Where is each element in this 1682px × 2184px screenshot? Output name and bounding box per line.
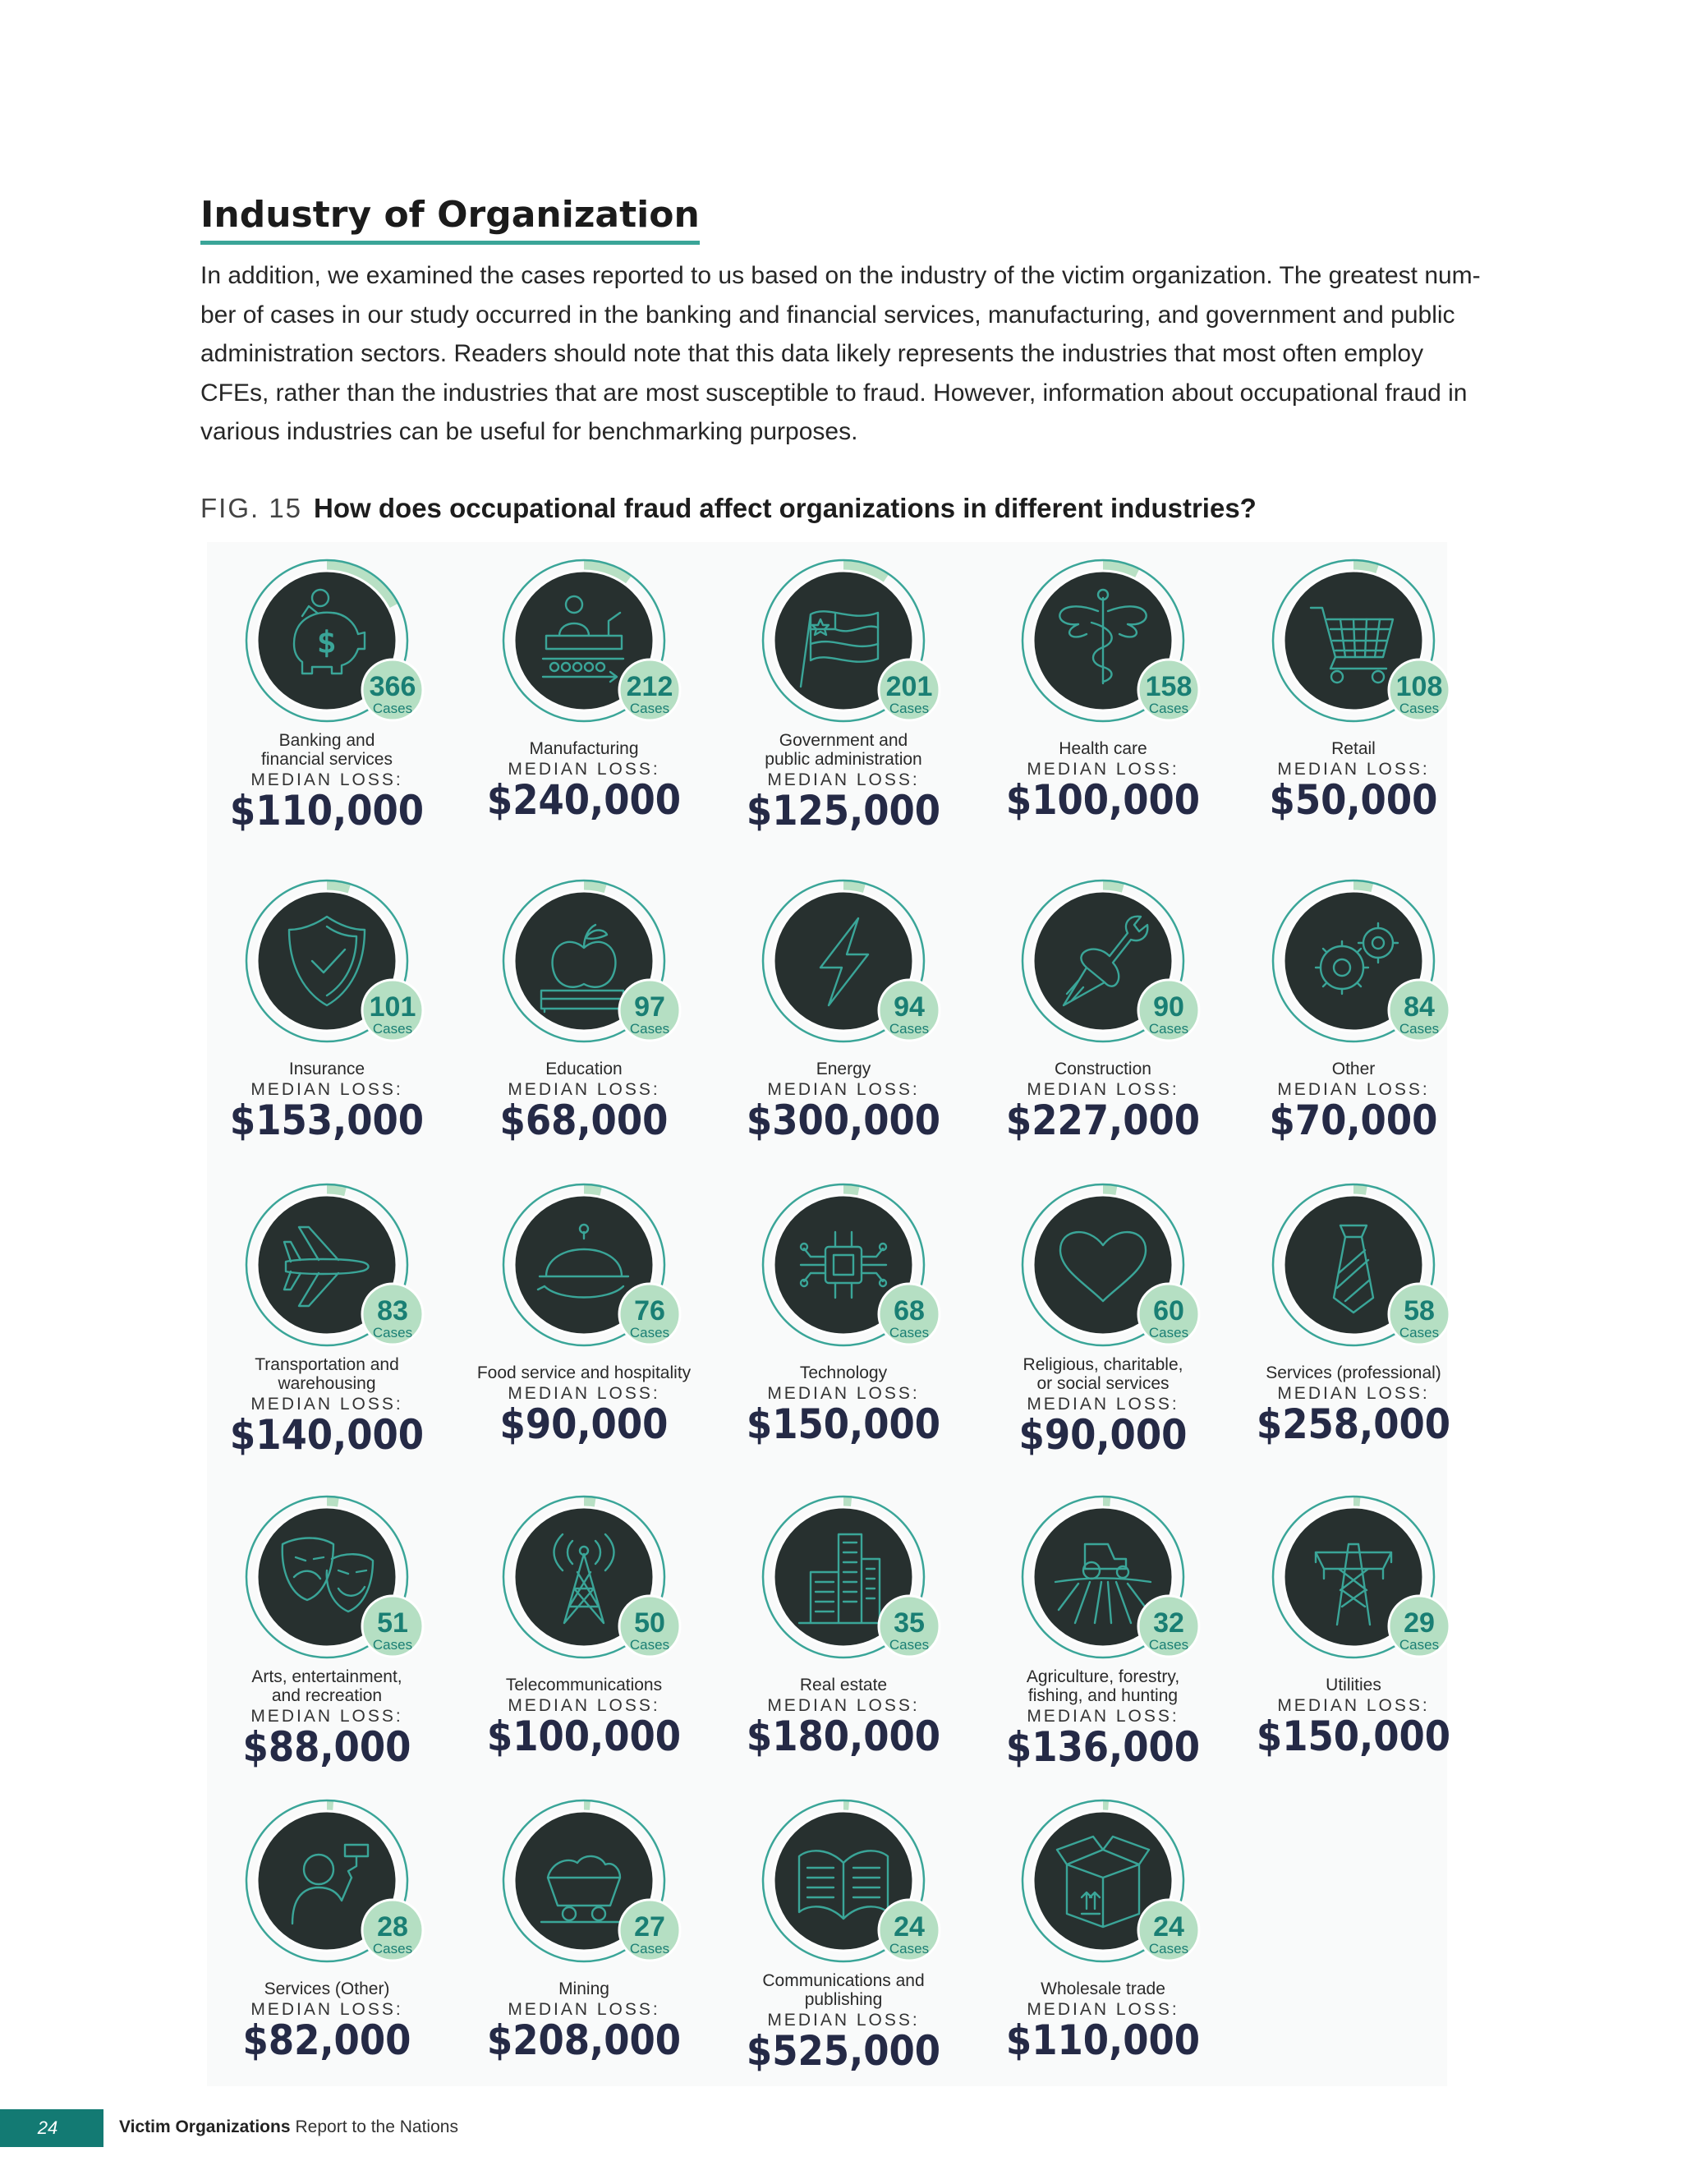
industry-tile — [1270, 880, 1450, 1144]
median-loss-label: MEDIAN LOSS: — [508, 1080, 660, 1099]
intro-line: administration sectors. Readers should note that this data likely represents the industries that most often employ — [200, 340, 1424, 367]
median-loss-label: MEDIAN LOSS: — [1277, 760, 1430, 779]
cases-count: 24 — [1153, 1911, 1184, 1943]
footer-section-name: Victim Organizations — [119, 2117, 291, 2136]
intro-line: CFEs, rather than the industries that are most susceptible to fraud. However, information about occupational fraud in — [200, 379, 1468, 407]
median-loss-value: $208,000 — [486, 2016, 682, 2064]
cases-count: 158 — [1145, 671, 1193, 702]
median-loss-value: $240,000 — [486, 776, 682, 824]
cases-unit-label: Cases — [1399, 1325, 1440, 1340]
median-loss-value: $50,000 — [1269, 776, 1438, 824]
industry-tile — [1006, 1800, 1200, 2064]
industry-name: Energy — [816, 1060, 871, 1078]
cases-count: 108 — [1395, 671, 1443, 702]
median-loss-value: $90,000 — [499, 1400, 669, 1448]
industry-tile — [230, 880, 424, 1144]
figure-number: FIG. 15 — [200, 493, 303, 523]
median-loss-value: $300,000 — [746, 1097, 941, 1144]
median-loss-value: $227,000 — [1005, 1097, 1201, 1144]
median-loss-value: $140,000 — [229, 1411, 425, 1459]
svg-text:$: $ — [317, 626, 337, 660]
median-loss-value: $100,000 — [1005, 776, 1201, 824]
industry-tile — [747, 1497, 940, 1760]
cases-count: 32 — [1153, 1607, 1184, 1639]
figure-title: How does occupational fraud affect organizations in different industries? — [314, 493, 1257, 523]
cases-unit-label: Cases — [629, 1637, 670, 1653]
cases-count: 97 — [634, 991, 665, 1023]
industry-name: Real estate — [799, 1676, 888, 1694]
median-loss-label: MEDIAN LOSS: — [508, 1696, 660, 1715]
industry-name: Government and — [779, 731, 908, 750]
industry-name: and recreation — [271, 1686, 383, 1705]
median-loss-label: MEDIAN LOSS: — [1277, 1696, 1430, 1715]
median-loss-value: $68,000 — [499, 1097, 669, 1144]
industry-name: Education — [545, 1060, 623, 1078]
median-loss-value: $110,000 — [1005, 2016, 1201, 2064]
industry-name: Food service and hospitality — [476, 1363, 692, 1382]
industry-name: Services (professional) — [1266, 1363, 1441, 1382]
median-loss-label: MEDIAN LOSS: — [250, 770, 403, 789]
footer-report-name: Report to the Nations — [295, 2117, 458, 2136]
cases-unit-label: Cases — [372, 1637, 413, 1653]
cases-unit-label: Cases — [372, 1325, 413, 1340]
median-loss-label: MEDIAN LOSS: — [767, 1384, 920, 1403]
cases-count: 50 — [634, 1607, 665, 1639]
median-loss-value: $125,000 — [746, 787, 941, 835]
cases-count: 83 — [377, 1295, 408, 1326]
cases-unit-label: Cases — [1399, 1021, 1440, 1037]
cases-count: 201 — [885, 671, 933, 702]
median-loss-value: $525,000 — [746, 2027, 941, 2075]
cases-count: 35 — [894, 1607, 925, 1639]
industry-name: or social services — [1036, 1374, 1170, 1393]
industry-tile — [487, 1800, 681, 2064]
cases-unit-label: Cases — [1148, 701, 1189, 716]
cases-count: 101 — [369, 991, 416, 1023]
cases-unit-label: Cases — [889, 1637, 930, 1653]
industry-name: Arts, entertainment, — [251, 1667, 402, 1686]
cases-unit-label: Cases — [889, 1325, 930, 1340]
industry-tile — [1257, 1497, 1450, 1760]
industry-tile — [747, 1800, 940, 2075]
cases-unit-label: Cases — [889, 1021, 930, 1037]
industry-tile — [477, 1184, 692, 1448]
industry-name: Utilities — [1326, 1676, 1381, 1694]
industry-tile — [1270, 560, 1450, 824]
industry-tile — [1006, 1497, 1200, 1771]
intro-line: In addition, we examined the cases reported to us based on the industry of the victim organization. The greatest num- — [200, 262, 1481, 289]
median-loss-label: MEDIAN LOSS: — [1027, 1080, 1179, 1099]
cases-count: 90 — [1153, 991, 1184, 1023]
cases-count: 76 — [634, 1295, 665, 1326]
median-loss-value: $82,000 — [242, 2016, 411, 2064]
industry-name: Mining — [558, 1979, 609, 1998]
cases-count: 68 — [894, 1295, 925, 1326]
industry-name: Banking and — [278, 731, 375, 750]
footer-running-title — [119, 2117, 458, 2137]
median-loss-value: $136,000 — [1005, 1723, 1201, 1771]
median-loss-value: $258,000 — [1256, 1400, 1451, 1448]
median-loss-value: $100,000 — [486, 1713, 682, 1760]
cases-unit-label: Cases — [889, 1941, 930, 1956]
cases-count: 58 — [1404, 1295, 1435, 1326]
industry-name: Retail — [1331, 739, 1376, 758]
cases-unit-label: Cases — [372, 701, 413, 716]
median-loss-label: MEDIAN LOSS: — [1027, 2000, 1179, 2019]
cases-count: 24 — [894, 1911, 925, 1943]
industry-tile — [1019, 1184, 1199, 1459]
median-loss-label: MEDIAN LOSS: — [1277, 1384, 1430, 1403]
industry-name: Construction — [1055, 1060, 1151, 1078]
industry-tile — [1006, 880, 1200, 1144]
cases-count: 94 — [894, 991, 925, 1023]
cases-unit-label: Cases — [1148, 1637, 1189, 1653]
median-loss-label: MEDIAN LOSS: — [1027, 760, 1179, 779]
median-loss-label: MEDIAN LOSS: — [1277, 1080, 1430, 1099]
median-loss-value: $180,000 — [746, 1713, 941, 1760]
industry-name: Health care — [1059, 739, 1147, 758]
intro-line: various industries can be useful for benchmarking purposes. — [200, 418, 858, 445]
median-loss-label: MEDIAN LOSS: — [508, 1384, 660, 1403]
median-loss-label: MEDIAN LOSS: — [1027, 1707, 1179, 1726]
industry-name: Insurance — [288, 1060, 365, 1078]
median-loss-label: MEDIAN LOSS: — [767, 770, 920, 789]
median-loss-label: MEDIAN LOSS: — [508, 2000, 660, 2019]
median-loss-value: $70,000 — [1269, 1097, 1438, 1144]
cases-count: 28 — [377, 1911, 408, 1943]
cases-count: 366 — [369, 671, 416, 702]
industry-name: Technology — [799, 1363, 888, 1382]
industry-name: Telecommunications — [505, 1676, 663, 1694]
median-loss-label: MEDIAN LOSS: — [250, 1395, 403, 1414]
cases-unit-label: Cases — [629, 1021, 670, 1037]
cases-unit-label: Cases — [372, 1021, 413, 1037]
cases-unit-label: Cases — [1148, 1021, 1189, 1037]
cases-unit-label: Cases — [629, 1941, 670, 1956]
cases-count: 51 — [377, 1607, 408, 1639]
median-loss-label: MEDIAN LOSS: — [767, 1696, 920, 1715]
median-loss-label: MEDIAN LOSS: — [250, 1080, 403, 1099]
median-loss-value: $150,000 — [746, 1400, 941, 1448]
cases-count: 60 — [1153, 1295, 1184, 1326]
median-loss-value: $153,000 — [229, 1097, 425, 1144]
industry-name: Services (Other) — [264, 1979, 390, 1998]
cases-unit-label: Cases — [629, 701, 670, 716]
industry-tile — [1006, 560, 1200, 824]
industry-name: warehousing — [278, 1374, 376, 1393]
industry-name: Transportation and — [255, 1355, 399, 1374]
cases-count: 84 — [1404, 991, 1435, 1023]
industry-name: Wholesale trade — [1041, 1979, 1165, 1998]
industry-name: public administration — [765, 750, 922, 769]
industry-name: Agriculture, forestry, — [1026, 1667, 1180, 1686]
industry-tile — [243, 1497, 423, 1771]
intro-line: ber of cases in our study occurred in the banking and financial services, manufacturing, and government and public — [200, 301, 1455, 329]
industry-tile — [747, 880, 940, 1144]
median-loss-label: MEDIAN LOSS: — [250, 2000, 403, 2019]
industry-name: publishing — [804, 1990, 883, 2009]
industry-tile — [747, 560, 940, 835]
cases-count: 27 — [634, 1911, 665, 1943]
median-loss-value: $88,000 — [242, 1723, 411, 1771]
industry-tile — [500, 880, 680, 1144]
industry-tile — [487, 560, 681, 824]
median-loss-value: $110,000 — [229, 787, 425, 835]
cases-count: 212 — [626, 671, 673, 702]
industry-tile — [747, 1184, 940, 1448]
cases-unit-label: Cases — [1399, 1637, 1440, 1653]
industry-name: Communications and — [762, 1971, 925, 1990]
industry-tile — [230, 1184, 424, 1459]
median-loss-label: MEDIAN LOSS: — [250, 1707, 403, 1726]
median-loss-label: MEDIAN LOSS: — [508, 760, 660, 779]
industry-name: Religious, charitable, — [1023, 1355, 1183, 1374]
median-loss-value: $90,000 — [1018, 1411, 1188, 1459]
median-loss-label: MEDIAN LOSS: — [1027, 1395, 1179, 1414]
industry-name: Manufacturing — [529, 739, 639, 758]
median-loss-label: MEDIAN LOSS: — [767, 1080, 920, 1099]
industry-name: fishing, and hunting — [1027, 1686, 1179, 1705]
cases-unit-label: Cases — [372, 1941, 413, 1956]
cases-unit-label: Cases — [629, 1325, 670, 1340]
median-loss-value: $150,000 — [1256, 1713, 1451, 1760]
industry-tile — [487, 1497, 681, 1760]
cases-unit-label: Cases — [1148, 1325, 1189, 1340]
cases-count: 29 — [1404, 1607, 1435, 1639]
cases-unit-label: Cases — [1148, 1941, 1189, 1956]
cases-unit-label: Cases — [1399, 701, 1440, 716]
section-title: Industry of Organization — [200, 194, 700, 245]
industry-tile — [243, 1800, 423, 2064]
industry-name: financial services — [261, 750, 393, 769]
industry-tile — [230, 560, 424, 835]
industry-tile — [1257, 1184, 1450, 1448]
median-loss-label: MEDIAN LOSS: — [767, 2011, 920, 2030]
industry-name: Other — [1331, 1060, 1376, 1078]
page-number: 24 — [37, 2117, 58, 2138]
cases-unit-label: Cases — [889, 701, 930, 716]
